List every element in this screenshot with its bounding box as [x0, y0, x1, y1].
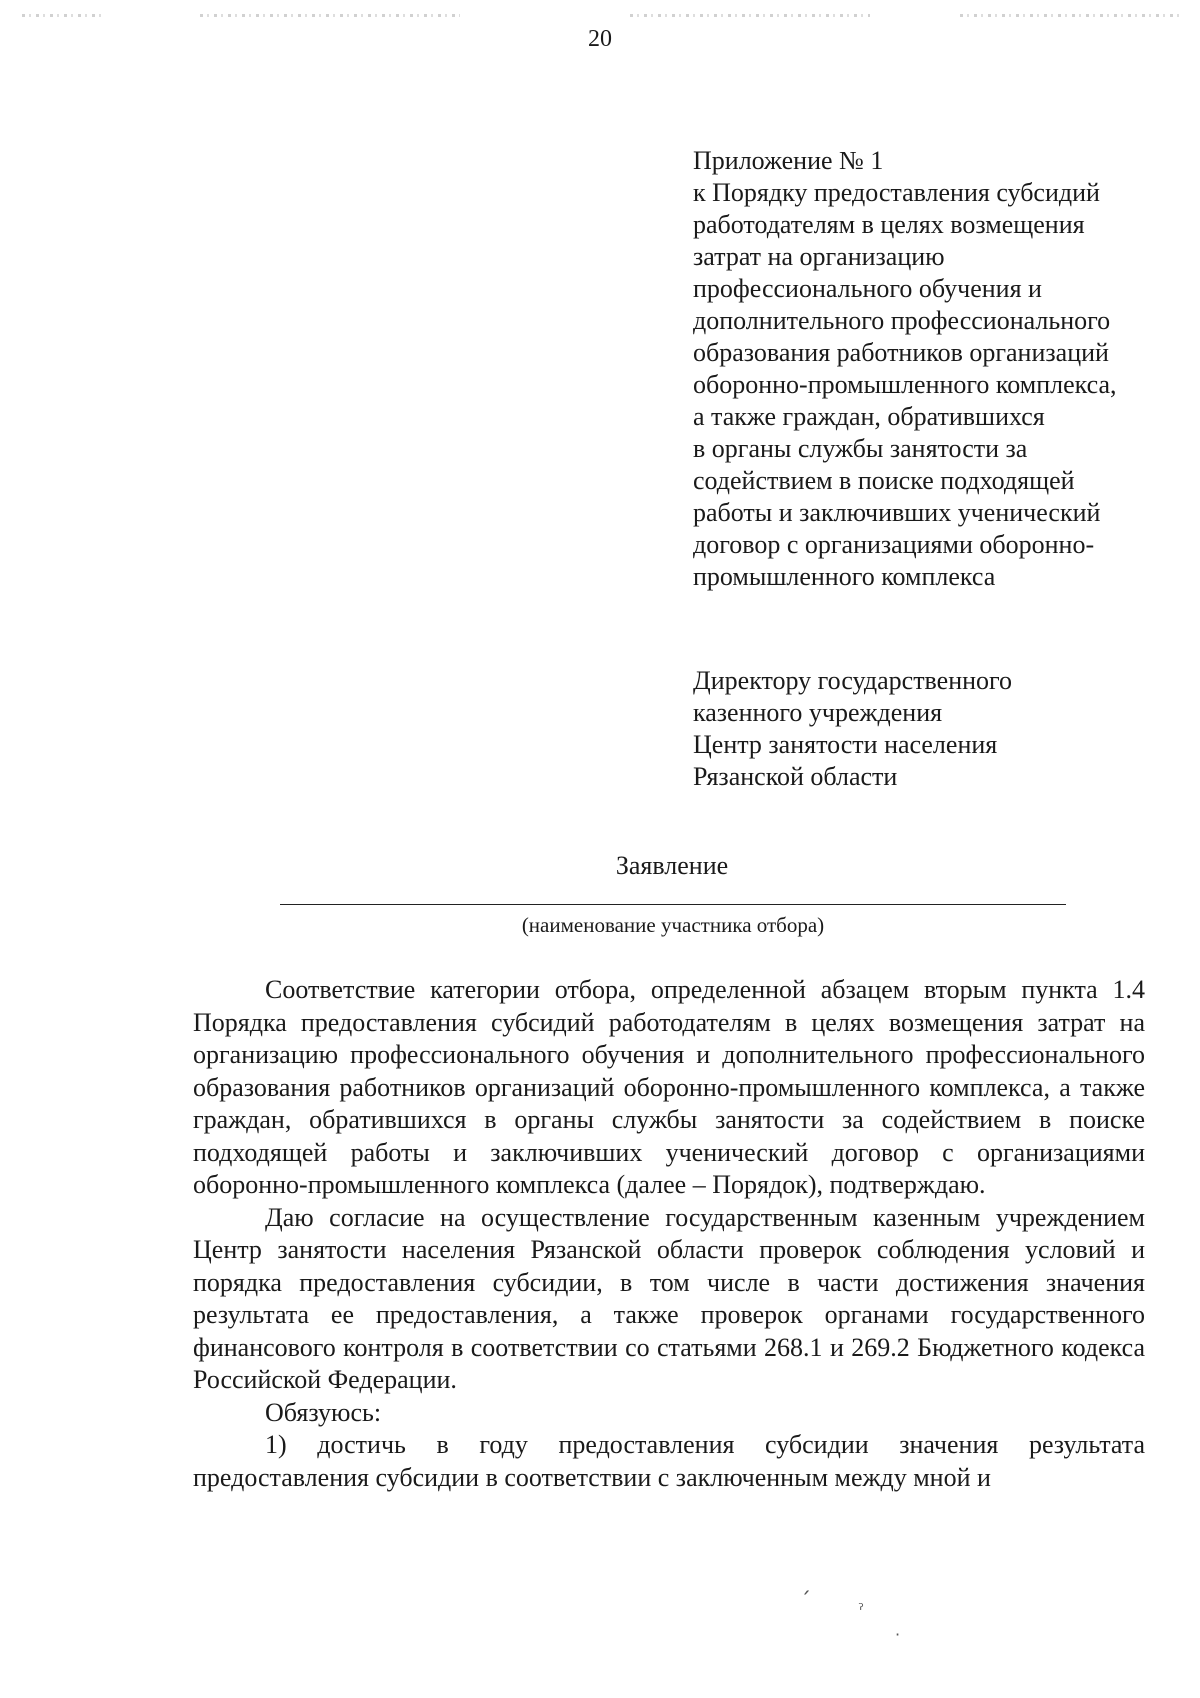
scan-artifact — [200, 14, 460, 17]
appendix-line: профессионального обучения и — [693, 274, 1042, 303]
page-number: 20 — [588, 26, 612, 52]
participant-name-line — [280, 904, 1066, 905]
scan-artifact — [630, 14, 870, 17]
addressee-line: Центр занятости населения — [693, 730, 998, 759]
scan-artifact — [960, 14, 1180, 17]
appendix-line: Приложение № 1 — [693, 146, 884, 175]
appendix-line: а также граждан, обратившихся — [693, 402, 1045, 431]
paragraph-obligation-1: 1) достичь в году предоставления субсидии значения результата предоставления субсидии в соответствии с заключенным между мной и — [193, 1430, 1145, 1492]
paragraph-category-confirmation: Соответствие категории отбора, определенной абзацем вторым пункта 1.4 Порядка предоставления субсидий работодателям в целях возмещения затрат на организацию профессионального обучения и дополнительного профессионального образования работников организаций оборонно-промышленного комплекса, а также граждан, обратившихся в органы службы занятости за содействием в поиске подходящей работы и заключивших ученический договор с организациями оборонно-промышленного комплекса (далее – Порядок), подтверждаю. — [193, 975, 1145, 1199]
appendix-line: образования работников организаций — [693, 338, 1109, 367]
appendix-line: договор с организациями оборонно- — [693, 530, 1095, 559]
document-title: Заявление — [615, 851, 729, 880]
appendix-line: затрат на организацию — [693, 242, 945, 271]
participant-name-caption: (наименование участника отбора) — [521, 913, 825, 937]
paragraph-consent: Даю согласие на осуществление государственным казенным учреждением Центр занятости населения Рязанской области проверок соблюдения условий и порядка предоставления субсидии, в том числе в части достижения значения результата ее предоставления, а также проверок органами государственного финансового контроля в соответствии со статьями 268.1 и 269.2 Бюджетного кодекса Российской Федерации. — [193, 1202, 1145, 1394]
addressee-line: казенного учреждения — [693, 698, 943, 727]
scan-artifact — [22, 14, 102, 17]
scan-mark: ˏ — [800, 1570, 811, 1595]
addressee-line: Рязанской области — [693, 762, 898, 791]
scan-mark: · — [895, 1625, 901, 1644]
paragraph-obligation-heading: Обязуюсь: — [265, 1397, 382, 1427]
addressee-line: Директору государственного — [693, 666, 1013, 695]
appendix-line: в органы службы занятости за — [693, 434, 1028, 463]
appendix-line: оборонно-промышленного комплекса, — [693, 370, 1117, 399]
addressee-block — [693, 665, 1173, 793]
appendix-line: к Порядку предоставления субсидий — [693, 178, 1100, 207]
appendix-line: работодателям в целях возмещения — [693, 210, 1085, 239]
appendix-block — [693, 145, 1173, 593]
appendix-line: содействием в поиске подходящей — [693, 466, 1075, 495]
scan-mark: ˀ — [858, 1600, 864, 1619]
appendix-line: дополнительного профессионального — [693, 306, 1111, 335]
appendix-line: работы и заключивших ученический — [693, 498, 1101, 527]
document-body — [193, 974, 1145, 1494]
appendix-line: промышленного комплекса — [693, 562, 996, 591]
